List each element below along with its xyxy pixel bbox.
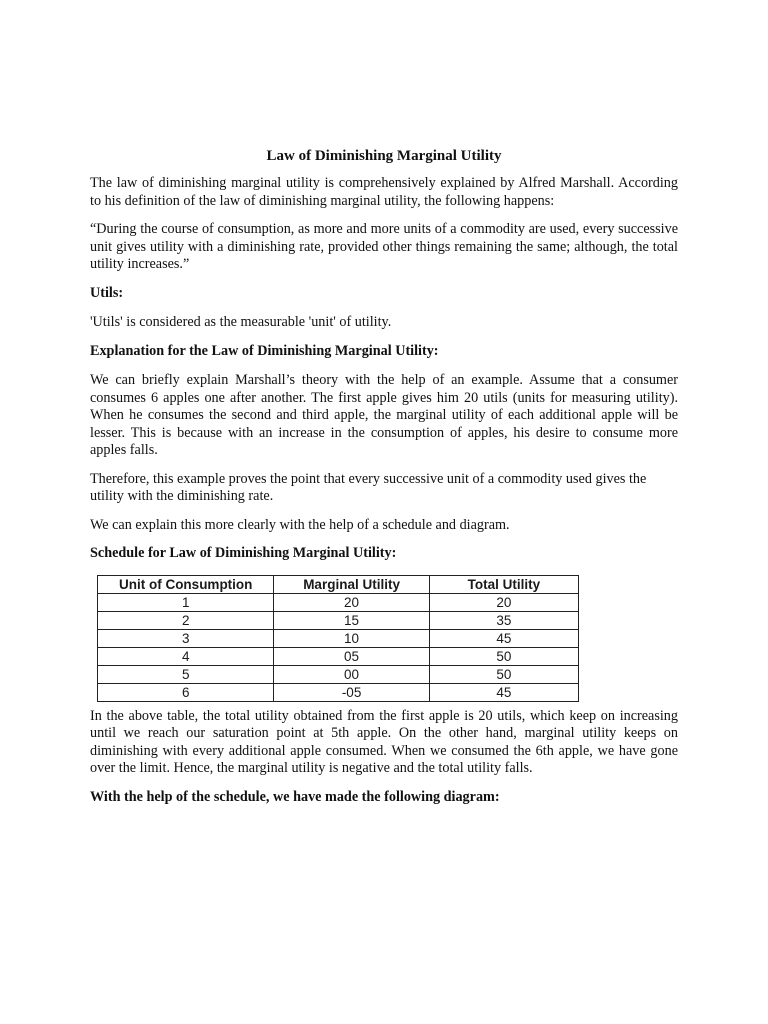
table-cell: 3 xyxy=(98,629,274,647)
table-cell: 50 xyxy=(429,647,578,665)
explanation-paragraph: We can briefly explain Marshall’s theory with the help of an example. Assume that a consumer consumes 6 apples one after another. The first apple gives him 20 utils (units for measuring utility). When he consumes the second and third apple, the marginal utility of each additional apple will be lesser. This is because with an increase in the consumption of apples, his desire to consume more apples falls. xyxy=(90,372,678,458)
utils-definition: 'Utils' is considered as the measurable 'unit' of utility. xyxy=(90,314,392,330)
column-header-unit-of-consumption: Unit of Consumption xyxy=(98,575,274,593)
table-cell: -05 xyxy=(274,683,429,701)
diagram-intro-heading: With the help of the schedule, we have made the following diagram: xyxy=(90,788,500,805)
table-cell: 20 xyxy=(429,593,578,611)
utils-heading: Utils: xyxy=(90,284,124,301)
schedule-heading: Schedule for Law of Diminishing Marginal Utility: xyxy=(90,545,397,561)
table-cell: 50 xyxy=(429,665,578,683)
table-row xyxy=(98,647,579,665)
table-header-row xyxy=(98,575,579,593)
marshall-quote: “During the course of consumption, as more and more units of a commodity are used, every successive unit gives utility with a diminishing rate, provided other things remaining the same; although, the total utility increases.” xyxy=(90,221,678,272)
column-header-total-utility: Total Utility xyxy=(429,575,578,593)
table-row xyxy=(98,665,579,683)
table-cell: 10 xyxy=(274,629,429,647)
table-cell: 6 xyxy=(98,683,274,701)
utility-schedule-table xyxy=(97,575,579,702)
table-cell: 2 xyxy=(98,611,274,629)
explain-more-paragraph: We can explain this more clearly with the help of a schedule and diagram. xyxy=(90,516,510,533)
table-cell: 20 xyxy=(274,593,429,611)
table-cell: 05 xyxy=(274,647,429,665)
explanation-heading: Explanation for the Law of Diminishing Marginal Utility: xyxy=(90,342,439,359)
table-cell: 15 xyxy=(274,611,429,629)
table-cell: 4 xyxy=(98,647,274,665)
document-title: Law of Diminishing Marginal Utility xyxy=(266,148,502,164)
column-header-marginal-utility: Marginal Utility xyxy=(274,575,429,593)
table-cell: 45 xyxy=(429,683,578,701)
table-cell: 00 xyxy=(274,665,429,683)
intro-paragraph: The law of diminishing marginal utility is comprehensively explained by Alfred Marshall. According to his definition of the law of diminishing marginal utility, the following happens: xyxy=(90,175,678,209)
table-cell: 1 xyxy=(98,593,274,611)
table-cell: 35 xyxy=(429,611,578,629)
after-table-paragraph: In the above table, the total utility obtained from the first apple is 20 utils, which keep on increasing until we reach our saturation point at 5th apple. On the other hand, marginal utility keeps on diminishing with every additional apple consumed. When we consumed the 6th apple, we have gone over the limit. Hence, the marginal utility is negative and the total utility falls. xyxy=(90,707,678,776)
table-row xyxy=(98,611,579,629)
table-cell: 5 xyxy=(98,665,274,683)
table-row xyxy=(98,683,579,701)
table-row xyxy=(98,593,579,611)
table-cell: 45 xyxy=(429,629,578,647)
table-row xyxy=(98,629,579,647)
document-page xyxy=(90,148,678,818)
therefore-paragraph: Therefore, this example proves the point that every successive unit of a commodity used gives the utility with the diminishing rate. xyxy=(90,470,647,504)
